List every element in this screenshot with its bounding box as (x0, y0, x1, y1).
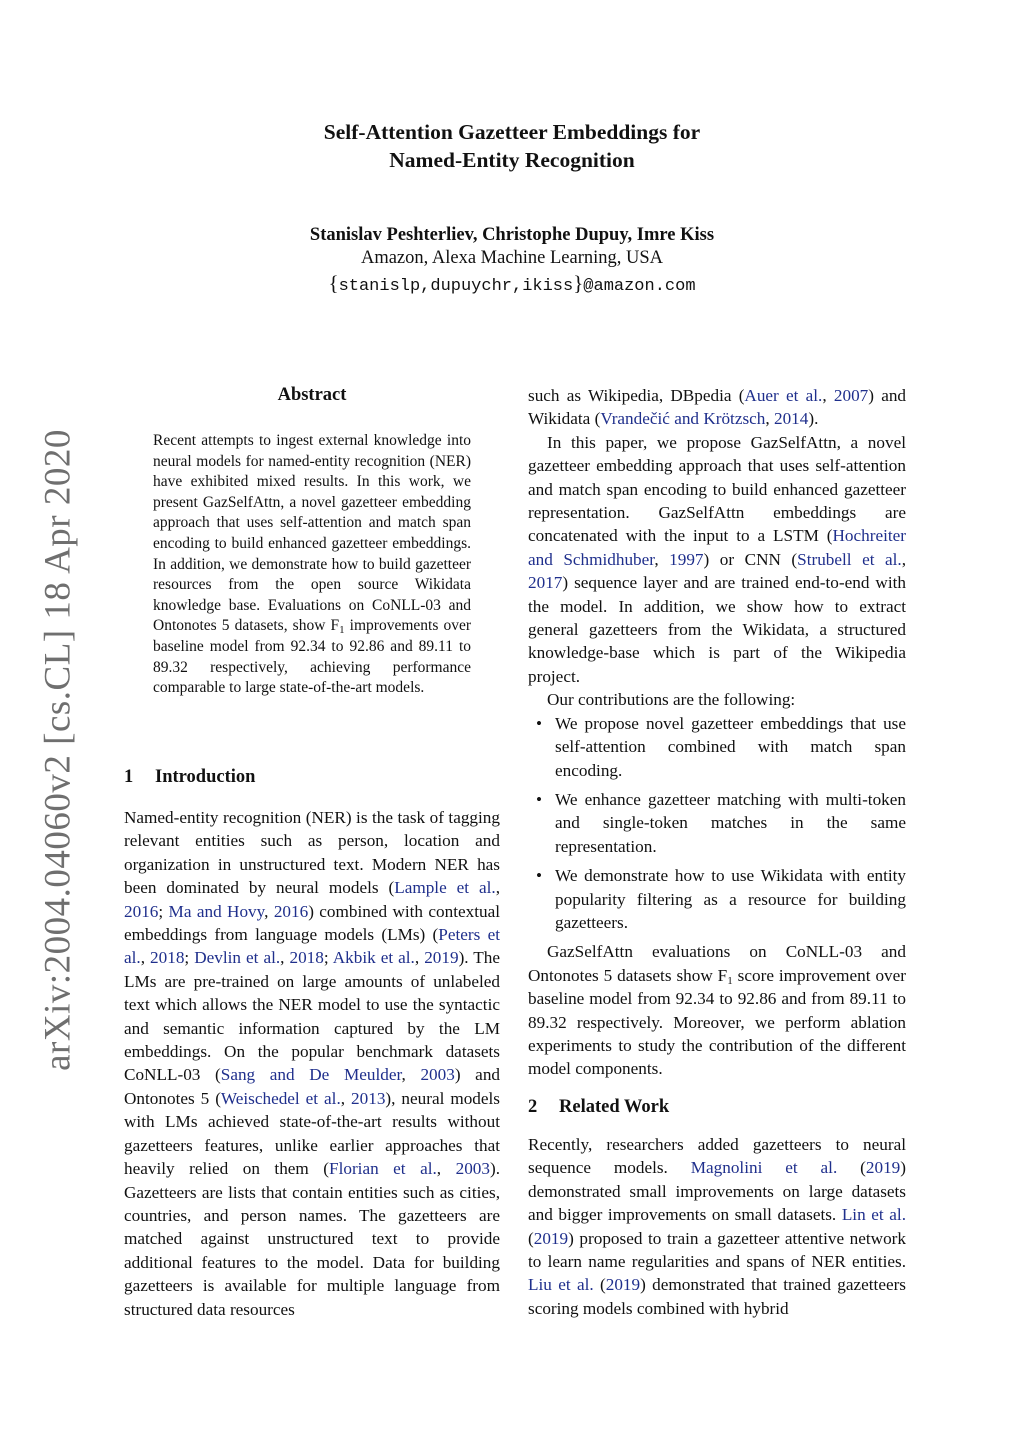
body-text-run: , (401, 1065, 421, 1085)
citation-link[interactable]: 2019 (533, 1228, 569, 1248)
citation-link[interactable]: 2016 (124, 901, 159, 921)
abstract-text-part2: improvements over baseline model from 92.34 to 92.86 and 89.11 to 89.32 respectively, achieving performance comparable to large state-of-the-art models. (153, 617, 471, 697)
arxiv-stamp: arXiv:2004.04060v2 [cs.CL] 18 Apr 2020 (37, 429, 79, 1071)
body-text-run: Named-entity recognition (NER) is the task of tagging relevant entities such as person, location and organization in unstructured text. Modern NER has been dominated by neural models ( (124, 808, 500, 898)
citation-link[interactable]: Lin et al. (841, 1205, 906, 1225)
citation-link[interactable]: 2019 (605, 1275, 641, 1295)
body-text-run: ), neural models with LMs achieved state-of-the-art results without gazetteers features, unlike earlier approaches that heavily relied on them ( (124, 1088, 500, 1179)
body-text-run: , (280, 948, 290, 968)
bullet-dot: • (536, 866, 543, 886)
citation-link[interactable]: 2019 (865, 1158, 901, 1178)
list-item (528, 864, 906, 934)
body-text-run: ) demonstrated small improvements on large datasets and bigger improvements on small datasets. (528, 1158, 906, 1225)
body-text-run: , (765, 409, 774, 429)
citation-link[interactable]: 2019 (424, 948, 459, 968)
affiliation: Amazon, Alexa Machine Learning, USA (360, 248, 664, 268)
contribution-list (528, 712, 906, 935)
body-text-run: ; (323, 948, 333, 968)
body-text-run: ) demonstrated that trained gazetteers scoring models combined with hybrid (528, 1275, 906, 1318)
citation-link[interactable]: 2013 (351, 1088, 386, 1108)
citation-link[interactable]: 2018 (289, 948, 324, 968)
abstract-text-part1: Recent attempts to ingest external knowledge into neural models for named-entity recognition (NER) have exhibited mixed results. In this work, we present GazSelfAttn, a novel gazetteer embedding approach that uses self-attention and match span encoding to build enhanced gazetteer embeddings. In addition, we demonstrate how to build gazetteer resources from the open source Wikidata knowledge base. Evaluations on CoNLL-03 and Ontonotes 5 datasets, show F (153, 432, 471, 635)
citation-link[interactable]: Vrandečić and Krötzsch (600, 409, 766, 429)
email-users: stanislp,dupuychr,ikiss (338, 277, 574, 296)
body-text-run: such as Wikipedia, DBpedia ( (528, 386, 745, 405)
right-p1 (528, 384, 906, 431)
body-text-run: , (436, 1159, 456, 1179)
citation-link[interactable]: 2003 (455, 1159, 490, 1179)
body-text-run: ) proposed to train a gazetteer attentive network to learn name regularities and spans of NER entities. (528, 1228, 906, 1272)
body-text-run: ) or CNN ( (703, 549, 798, 569)
intro-paragraph (124, 806, 500, 1321)
body-text-run: , (140, 948, 151, 968)
citation-link[interactable]: 2017 (528, 573, 563, 593)
bullet-dot: • (536, 789, 543, 809)
section-number: 2 (528, 1097, 538, 1117)
body-text-run: , (264, 901, 274, 921)
citation-link[interactable]: 2018 (150, 948, 185, 968)
body-text-run: In this paper, we propose GazSelfAttn, a novel gazetteer embedding approach that uses self-attention and match span encoding to build enhanced gazetteer representation. GazSelfAttn embeddings are concatenated with the input to a LSTM ( (528, 432, 906, 546)
citation-link[interactable]: 2007 (833, 386, 869, 405)
email-brace-open: { (328, 271, 339, 295)
citation-link[interactable]: Auer et al. (744, 386, 823, 405)
citation-link[interactable]: Florian et al. (329, 1159, 437, 1179)
email-line (0, 271, 1024, 299)
related-paragraph (528, 1133, 906, 1320)
citation-link[interactable]: Hochreiter and Schmidhuber (528, 526, 906, 569)
citation-link[interactable]: Magnolini et al. (690, 1158, 838, 1178)
citation-link[interactable]: 2003 (420, 1065, 455, 1085)
body-text-run: , (495, 878, 500, 898)
citation-link[interactable]: 2014 (773, 409, 809, 429)
section-title: Introduction (155, 767, 256, 787)
citation-link[interactable]: 1997 (669, 549, 704, 569)
body-text-run: ( (528, 1228, 534, 1248)
right-p4-part1: GazSelfAttn evaluations on CoNLL-03 and Ontonotes 5 datasets show F (528, 942, 906, 985)
right-p2 (528, 431, 906, 688)
related-p1 (528, 1133, 906, 1320)
section-heading-introduction (124, 766, 255, 788)
email-domain: @amazon.com (583, 277, 696, 296)
abstract-subscript: 1 (339, 624, 345, 637)
email-brace-close: } (573, 271, 584, 295)
citation-link[interactable]: Akbik et al. (332, 948, 415, 968)
section-heading-related-work (528, 1096, 669, 1118)
right-p3: Our contributions are the following: (547, 690, 796, 710)
right-p4-subscript: 1 (727, 974, 733, 987)
right-p4-part2: score improvement over baseline model from 92.34 to 92.86 and from 89.11 to 89.32 respectively. Moreover, we perform ablation experiments to study the contribution of the different model components. (528, 965, 906, 1079)
citation-link[interactable]: Devlin et al. (194, 948, 281, 968)
author-list: Stanislav Peshterliev, Christophe Dupuy, Imre Kiss (309, 225, 715, 245)
paper-title-line1: Self-Attention Gazetteer Embeddings for (323, 120, 701, 144)
body-text-run: ) combined with contextual embeddings from language models (LMs) ( (124, 901, 500, 945)
body-text-run: ). (808, 409, 819, 429)
citation-link[interactable]: Liu et al. (528, 1275, 594, 1295)
intro-p1 (124, 806, 500, 1321)
body-text-run: , (654, 549, 670, 569)
abstract-text (153, 431, 471, 699)
body-text-run: ( (593, 1275, 606, 1295)
body-text-run: , (822, 386, 834, 405)
citation-link[interactable]: Sang and De Meulder (220, 1065, 402, 1085)
list-item (528, 788, 906, 858)
body-text-run: , (340, 1088, 352, 1108)
body-text-run: ; (158, 901, 169, 921)
right-column (528, 384, 906, 1081)
citation-link[interactable]: Peters et al. (124, 925, 500, 968)
bullet-dot: • (536, 713, 543, 733)
body-text-run: ). Gazetteers are lists that contain entities such as cities, countries, and person names. The gazetteers are matched against unstructured text to provide additional features to the model. Data for building gazetteers is available for multiple language from structured data resources (124, 1159, 500, 1319)
citation-link[interactable]: Strubell et al. (797, 549, 902, 569)
body-text-run: ; (184, 948, 195, 968)
body-text-run: ) sequence layer and are trained end-to-end with the model. In addition, we show how to extract general gazetteers from the Wikidata, a structured knowledge-base which is part of the Wikipedia project. (528, 573, 906, 686)
list-item-text: We enhance gazetteer matching with multi-token and single-token matches in the same representation. (555, 789, 906, 856)
citation-link[interactable]: Ma and Hovy (168, 901, 265, 921)
paper-title-line2: Named-Entity Recognition (389, 148, 635, 172)
citation-link[interactable]: Lample et al. (394, 878, 496, 898)
body-text-run: ) and Ontonotes 5 ( (124, 1065, 501, 1108)
right-p4 (528, 940, 906, 1080)
body-text-run: ) and Wikidata ( (528, 386, 907, 429)
list-item-text: We propose novel gazetteer embeddings that use self-attention combined with match span encoding. (555, 713, 906, 780)
body-text-run: , (901, 549, 907, 569)
body-text-run: Recently, researchers added gazetteers to neural sequence models. (528, 1135, 906, 1178)
body-text-run: ( (837, 1158, 866, 1178)
list-item-text: We demonstrate how to use Wikidata with entity popularity filtering as a resource for building gazetteers. (555, 866, 906, 932)
abstract-heading: Abstract (277, 385, 347, 405)
body-text-run: , (414, 948, 425, 968)
section-title: Related Work (559, 1097, 670, 1117)
section-number: 1 (124, 767, 134, 787)
citation-link[interactable]: Weischedel et al. (220, 1088, 341, 1108)
citation-link[interactable]: 2016 (273, 901, 309, 921)
body-text-run: ). The LMs are pre-trained on large amounts of unlabeled text which allows the NER model to use the syntactic and semantic information captured by the LM embeddings. On the popular benchmark datasets CoNLL-03 ( (124, 948, 501, 1085)
list-item (528, 712, 906, 782)
